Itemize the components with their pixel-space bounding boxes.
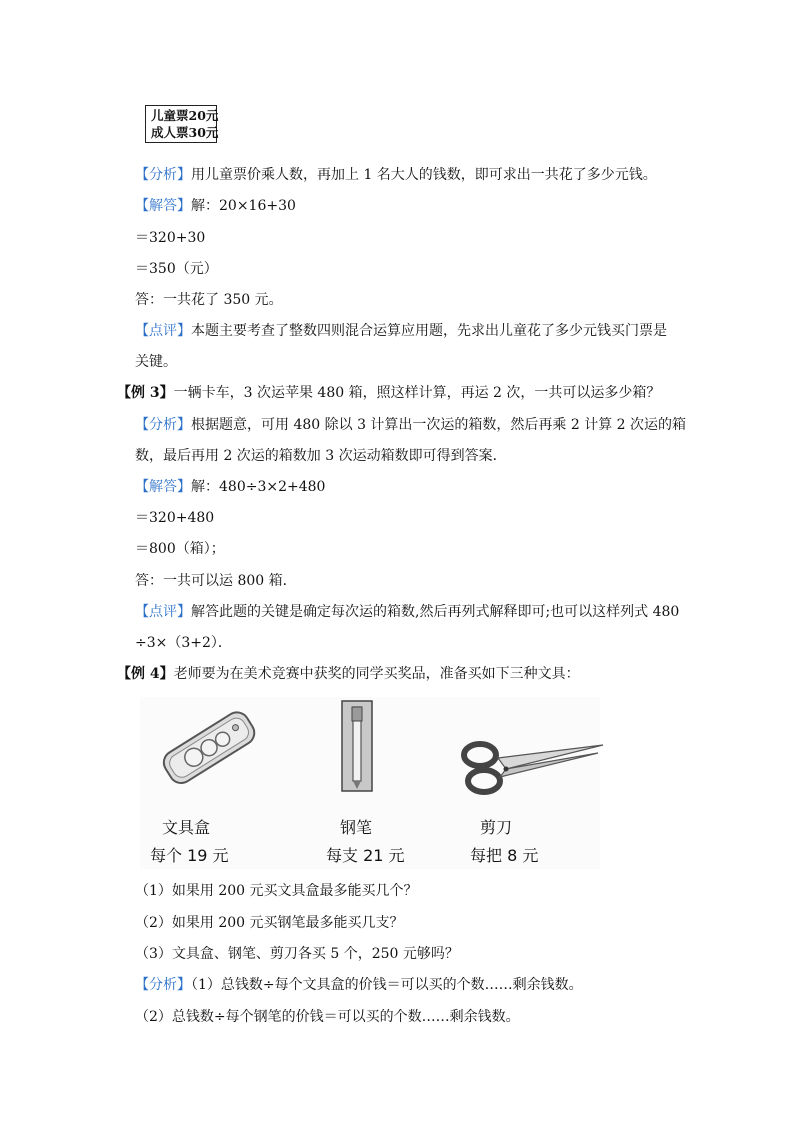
example-tag: 【例 3】 (117, 385, 174, 401)
example-text: 一辆卡车，3 次运苹果 480 箱，照这样计算，再运 2 次，一共可以运多少箱？ (173, 385, 661, 401)
ex4-title (117, 665, 580, 683)
ex3-analysis-line-2: 数，最后再用 2 次运的箱数加 3 次运动箱数即可得到答案． (135, 448, 507, 464)
item-price-pen: 每支 21 元 (326, 846, 405, 865)
item-name-pencil-box: 文具盒 (162, 818, 211, 837)
ex2-comment-line-2: 关键。 (135, 354, 177, 370)
analysis-text: （1）总钱数÷每个文具盒的价钱＝可以买的个数……剩余钱数。 (191, 977, 583, 993)
child-ticket-price: 儿童票20元 (151, 108, 219, 123)
pen-icon (340, 699, 380, 795)
item-price-scissors: 每把 8 元 (470, 846, 539, 865)
ex2-answer-line-2: ＝320+30 (135, 230, 206, 246)
example-text: 老师要为在美术竞赛中获奖的同学买奖品，准备买如下三种文具： (173, 666, 580, 682)
answer-line: 解：20×16+30 (191, 198, 296, 214)
comment-text: 解答此题的关键是确定每次运的箱数,然后再列式解释即可;也可以这样列式 480 (191, 604, 680, 620)
comment-text: 本题主要考查了整数四则混合运算应用题，先求出儿童花了多少元钱买门票是 (191, 323, 667, 339)
ex3-answer (135, 478, 325, 496)
ex4-question-1: （1）如果用 200 元买文具盒最多能买几个？ (135, 883, 418, 899)
ex2-comment (135, 322, 667, 340)
ex3-title (117, 384, 660, 402)
analysis-tag: 【分析】 (135, 417, 191, 433)
item-price-pencil-box: 每个 19 元 (150, 846, 229, 865)
ex4-question-3: （3）文具盒、钢笔、剪刀各买 5 个，250 元够吗？ (135, 946, 459, 962)
adult-ticket-price: 成人票30元 (151, 125, 219, 140)
item-name-pen: 钢笔 (340, 818, 373, 837)
answer-tag: 【解答】 (135, 198, 191, 214)
pencil-box-icon (148, 701, 268, 791)
ex3-comment-line-2: ÷3×（3+2）． (135, 635, 232, 651)
example-tag: 【例 4】 (117, 666, 174, 682)
ex3-answer-line-3: ＝800（箱）； (135, 541, 225, 557)
analysis-text: 根据题意，可用 480 除以 3 计算出一次运的箱数，然后再乘 2 计算 2 次运的箱 (191, 417, 687, 433)
item-name-scissors: 剪刀 (480, 818, 513, 837)
ex4-analysis-line-2: （2）总钱数÷每个钢笔的价钱＝可以买的个数……剩余钱数。 (135, 1009, 520, 1025)
analysis-text: 用儿童票价乘人数，再加上 1 名大人的钱数，即可求出一共花了多少元钱。 (191, 167, 657, 183)
analysis-tag: 【分析】 (135, 167, 191, 183)
ex3-answer-line-4: 答：一共可以运 800 箱． (135, 573, 297, 589)
ex2-analysis (135, 166, 657, 184)
ex2-answer-line-3: ＝350（元） (135, 261, 218, 277)
ex2-answer-line-4: 答：一共花了 350 元。 (135, 292, 283, 308)
ex4-analysis (135, 976, 583, 994)
answer-tag: 【解答】 (135, 479, 191, 495)
analysis-tag: 【分析】 (135, 977, 191, 993)
ex3-comment (135, 603, 679, 621)
ticket-price-box (145, 105, 217, 143)
ex3-analysis (135, 416, 686, 434)
scissors-icon (458, 733, 608, 803)
stationery-figure (140, 697, 600, 869)
answer-line: 解：480÷3×2+480 (191, 479, 326, 495)
ex3-answer-line-2: ＝320+480 (135, 510, 215, 526)
comment-tag: 【点评】 (135, 323, 191, 339)
ex4-question-2: （2）如果用 200 元买钢笔最多能买几支？ (135, 915, 404, 931)
comment-tag: 【点评】 (135, 604, 191, 620)
ex2-answer (135, 197, 296, 215)
